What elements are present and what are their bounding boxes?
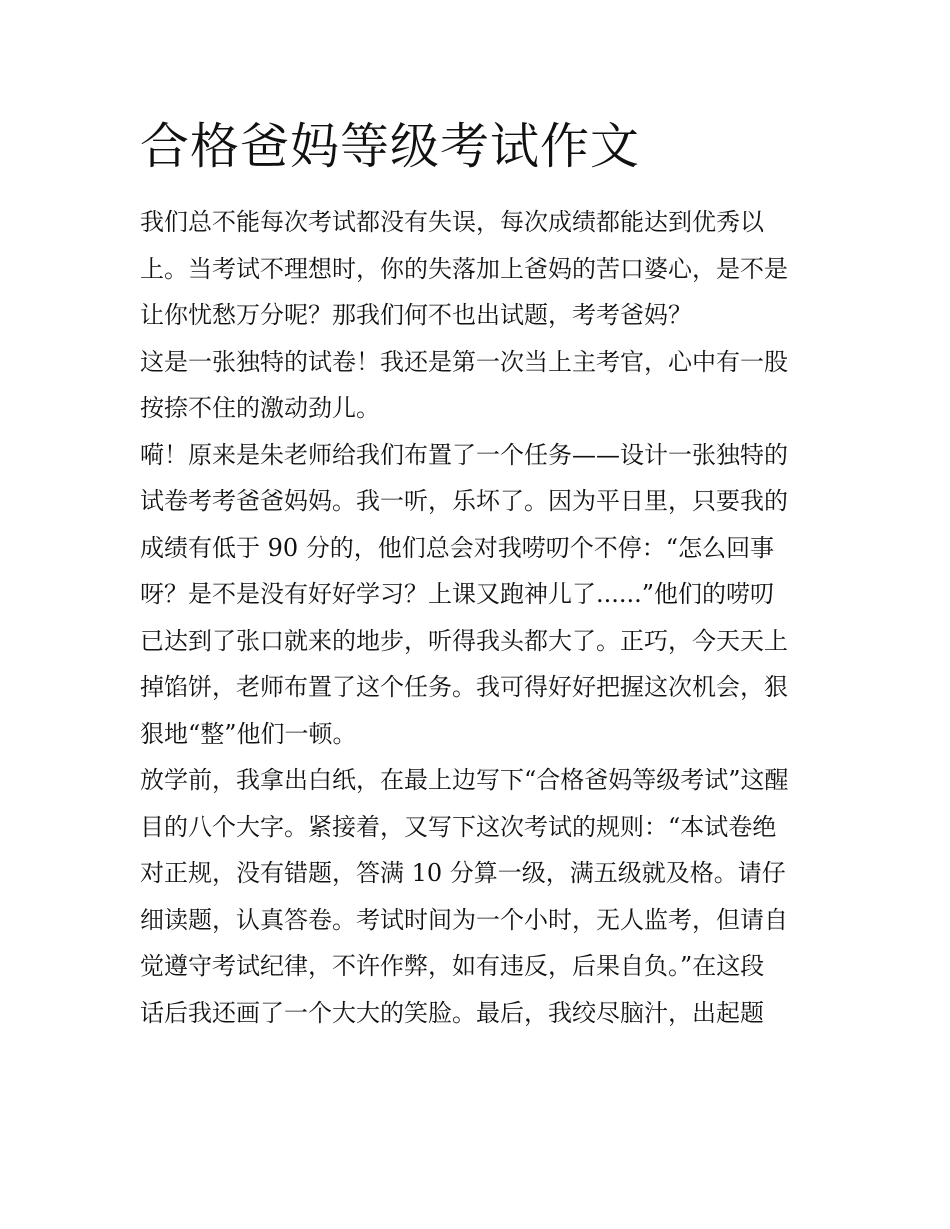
text-line: 放学前，我拿出白纸，在最上边写下“合格爸妈等级考试”这醒 <box>140 766 789 794</box>
text-line: 上。当考试不理想时，你的失落加上爸妈的苦口婆心，是不是 <box>140 254 788 283</box>
text-line: 目的八个大字。紧接着，又写下这次考试的规则：“本试卷绝 <box>140 812 777 841</box>
text-line: 狠地“整”他们一顿。 <box>140 719 357 748</box>
text-line: 按捺不住的激动劲儿。 <box>140 394 380 422</box>
text-line: 让你忧愁万分呢？那我们何不也出试题，考考爸妈？ <box>140 301 692 329</box>
text-line: 细读题，认真答卷。考试时间为一个小时，无人监考，但请自 <box>140 905 788 934</box>
text-line: 嗬！原来是朱老师给我们布置了一个任务——设计一张独特的 <box>140 440 788 469</box>
text-line: 对正规，没有错题，答满 10 分算一级，满五级就及格。请仔 <box>140 859 786 887</box>
text-line: 我们总不能每次考试都没有失误，每次成绩都能达到优秀以 <box>140 208 764 236</box>
text-line: 话后我还画了一个大大的笑脸。最后，我绞尽脑汁，出起题 <box>140 998 764 1027</box>
text-line: 试卷考考爸爸妈妈。我一听，乐坏了。因为平日里，只要我的 <box>140 487 788 515</box>
text-line: 掉馅饼，老师布置了这个任务。我可得好好把握这次机会，狠 <box>140 673 788 701</box>
text-line: 已达到了张口就来的地步，听得我头都大了。正巧，今天天上 <box>140 626 788 655</box>
text-line: 这是一张独特的试卷！我还是第一次当上主考官，心中有一股 <box>140 347 788 376</box>
text-line: 觉遵守考试纪律，不许作弊，如有违反，后果自负。”在这段 <box>140 952 765 980</box>
text-line: 呀？是不是没有好好学习？上课又跑神儿了......”他们的唠叨 <box>140 580 775 608</box>
document-body <box>140 199 830 1036</box>
text-line: 成绩有低于 90 分的，他们总会对我唠叨个不停：“怎么回事 <box>140 533 775 562</box>
document-title: 合格爸妈等级考试作文 <box>140 118 641 175</box>
